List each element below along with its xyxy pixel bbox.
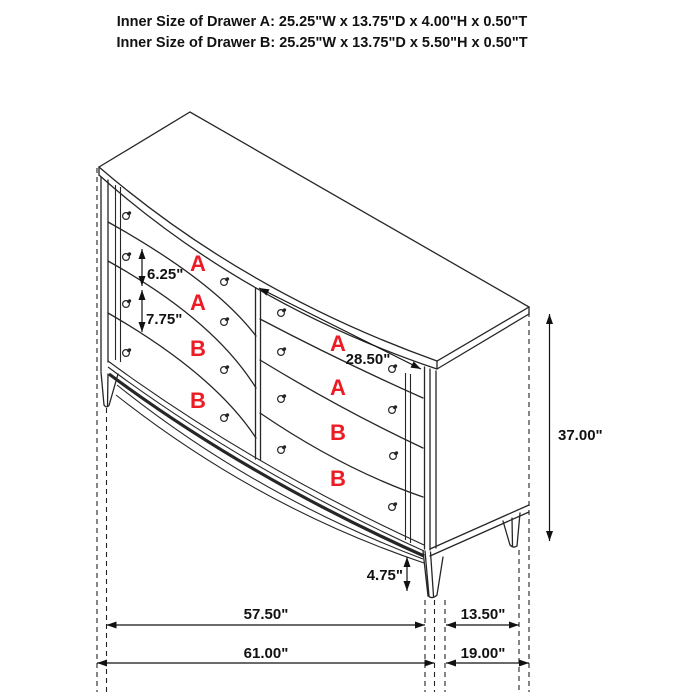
front-left-post bbox=[101, 177, 108, 371]
dim-label-side-depth-between-legs: 13.50" bbox=[460, 606, 506, 623]
side-bottom-edge-1 bbox=[430, 505, 529, 549]
dim-label-overall-height: 37.00" bbox=[558, 427, 603, 444]
inner-size-drawer-b-label: Inner Size of Drawer B: 25.25"W x 13.75"D x 5.50"H x 0.50"T bbox=[116, 35, 528, 51]
dim-label-drawer-a-height: 6.25" bbox=[147, 266, 184, 283]
rear-right-leg bbox=[503, 513, 520, 547]
front-right-leg bbox=[423, 551, 443, 598]
drawer-label-right-3: B bbox=[330, 420, 346, 445]
left-drawer-side-reveal bbox=[116, 185, 121, 362]
dim-label-overall-depth: 19.00" bbox=[460, 645, 506, 662]
drawer-label-left-3: B bbox=[190, 336, 206, 361]
dim-label-overall-width: 61.00" bbox=[243, 645, 289, 662]
right-drawer-side-reveal bbox=[406, 373, 411, 543]
dim-label-drawer-b-height: 7.75" bbox=[146, 311, 183, 328]
bottom-rail-edge-1 bbox=[108, 361, 424, 545]
front-right-post bbox=[425, 367, 437, 550]
center-stile bbox=[256, 288, 261, 460]
side-bottom-edge-2 bbox=[430, 512, 529, 556]
drawer-label-left-2: A bbox=[190, 290, 206, 315]
drawer-label-right-2: A bbox=[330, 375, 346, 400]
drawer-label-left-1: A bbox=[190, 251, 206, 276]
inner-size-drawer-a-label: Inner Size of Drawer A: 25.25"W x 13.75"D x 4.00"H x 0.50"T bbox=[116, 14, 528, 30]
dim-label-leg-height: 4.75" bbox=[366, 567, 403, 584]
drawer-label-right-4: B bbox=[330, 466, 346, 491]
drawer-label-left-4: B bbox=[190, 388, 206, 413]
drawer-label-right-1: A bbox=[330, 331, 346, 356]
dim-label-front-width-between-legs: 57.50" bbox=[243, 606, 289, 623]
dim-label-drawer-width: 28.50" bbox=[345, 351, 391, 368]
